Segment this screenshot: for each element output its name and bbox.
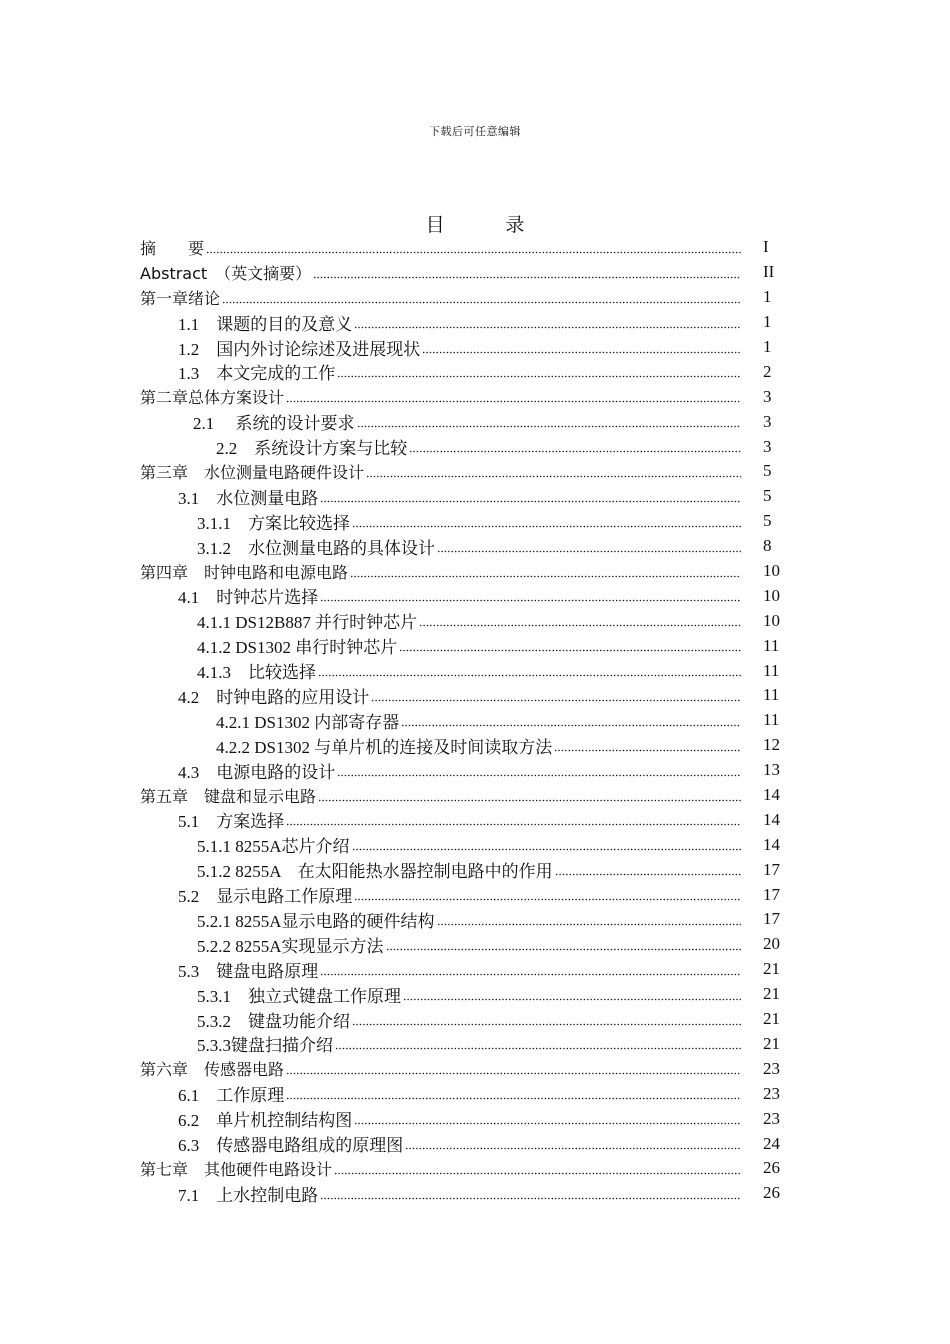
toc-entry-page: 23 <box>763 1108 780 1128</box>
dot-leader <box>554 737 741 754</box>
toc-entry-page: 14 <box>763 809 780 829</box>
toc-entry-page: 1 <box>763 337 772 356</box>
toc-entry-label: 5.3.1 独立式键盘工作原理 <box>197 986 401 1006</box>
toc-entry-page: 21 <box>763 959 780 979</box>
toc-entry-label: 6.1 工作原理 <box>178 1086 285 1106</box>
toc-entry-label: 5.2.2 8255A实现显示方法 <box>197 936 384 956</box>
dot-leader <box>371 687 741 704</box>
toc-entry-page: 11 <box>763 710 780 730</box>
dot-leader <box>405 1135 741 1152</box>
dot-leader <box>419 612 741 629</box>
dot-leader <box>352 836 741 853</box>
toc-entry-label: 7.1 上水控制电路 <box>178 1185 319 1205</box>
toc-entry-label: 3.1 水位测量电路 <box>178 488 319 508</box>
page-header: 下载后可任意编辑 <box>429 126 521 138</box>
toc-entry-page: 3 <box>763 436 772 456</box>
toc-entry-page: 21 <box>763 984 780 1004</box>
toc-entry[interactable] <box>140 807 803 832</box>
dot-leader <box>409 438 741 455</box>
toc-entry-page: 26 <box>763 1158 780 1178</box>
toc-entry-label: 4.1.2 DS1302 串行时钟芯片 <box>197 638 398 658</box>
toc-entry[interactable] <box>140 633 803 658</box>
toc-entry-label: 5.2.1 8255A显示电路的硬件结构 <box>197 912 435 931</box>
toc-entry[interactable] <box>140 559 803 584</box>
toc-entry-page: 21 <box>763 1009 780 1029</box>
toc-entry[interactable] <box>140 1032 803 1057</box>
toc-title-char-1: 目 <box>425 215 445 236</box>
toc-entry-label: 5.1.2 8255A 在太阳能热水器控制电路中的作用 <box>197 862 553 882</box>
toc-entry[interactable] <box>140 359 803 384</box>
toc-entry[interactable] <box>140 932 803 957</box>
toc-entry-page: 5 <box>763 486 772 506</box>
toc-entry-page: 2 <box>763 361 772 381</box>
toc-entry[interactable] <box>140 1056 803 1081</box>
toc-entry-page: 14 <box>763 785 780 805</box>
toc-entry[interactable] <box>140 260 803 285</box>
toc-entry-page: 5 <box>763 511 772 531</box>
toc-entry[interactable] <box>140 708 803 733</box>
toc-entry-page: 1 <box>763 312 772 332</box>
toc-entry-page: 8 <box>763 536 772 556</box>
toc-entry-label: 第四章 时钟电路和电源电路 <box>140 562 349 582</box>
dot-leader <box>286 811 741 828</box>
toc-entry-page: I <box>763 237 769 257</box>
toc-entry[interactable] <box>140 1156 803 1181</box>
dot-leader <box>286 1085 741 1102</box>
toc-entry-label: 4.2.1 DS1302 内部寄存器 <box>216 712 400 732</box>
toc-entry-label: 5.3.2 键盘功能介绍 <box>197 1011 350 1031</box>
toc-entry-label: 3.1.2 水位测量电路的具体设计 <box>197 538 435 558</box>
toc-entry[interactable] <box>140 484 803 509</box>
toc-entry[interactable] <box>140 683 803 708</box>
toc-entry-page: 3 <box>763 411 772 431</box>
dot-leader <box>206 239 741 256</box>
toc-entry[interactable] <box>140 982 803 1007</box>
toc-entry[interactable] <box>140 1106 803 1131</box>
dot-leader <box>354 314 741 331</box>
toc-entry[interactable] <box>140 1131 803 1156</box>
dot-leader <box>437 911 741 928</box>
toc-entry[interactable] <box>140 733 803 758</box>
toc-entry[interactable] <box>140 285 803 310</box>
toc-entry-label: 4.2.2 DS1302 与单片机的连接及时间读取方法 <box>216 737 553 757</box>
toc-entry-page: 1 <box>763 287 772 307</box>
dot-leader <box>337 762 741 779</box>
toc-entry[interactable] <box>140 509 803 534</box>
toc-entry[interactable] <box>140 608 803 633</box>
toc-entry-label: 4.1.3 比较选择 <box>197 663 316 683</box>
toc-entry[interactable] <box>140 857 803 882</box>
toc-entry[interactable] <box>140 583 803 608</box>
dot-leader <box>320 961 741 978</box>
toc-entry-label: 第五章 键盘和显示电路 <box>140 786 317 806</box>
toc-entry[interactable] <box>140 384 803 409</box>
dot-leader <box>357 413 742 430</box>
dot-leader <box>354 886 741 903</box>
dot-leader <box>286 388 741 405</box>
dot-leader <box>366 463 741 480</box>
dot-leader <box>334 1160 741 1177</box>
toc-entry-label: 2.1 系统的设计要求 <box>193 414 355 434</box>
dot-leader <box>422 339 741 356</box>
dot-leader <box>320 1185 741 1202</box>
toc-entry-label: 5.1 方案选择 <box>178 812 285 832</box>
toc-entry-label: 2.2 系统设计方案与比较 <box>216 439 408 459</box>
dot-leader <box>386 936 741 953</box>
toc-entry-page: 14 <box>763 834 780 854</box>
toc-entry-page: 10 <box>763 561 780 581</box>
dot-leader <box>313 264 741 281</box>
toc-entry-label: 5.3.3键盘扫描介绍 <box>197 1036 333 1056</box>
toc-entry-page: II <box>763 262 775 282</box>
toc-entry-page: 17 <box>763 884 780 904</box>
toc-entry-page: 17 <box>763 859 780 879</box>
dot-leader <box>286 1060 741 1077</box>
toc-entry[interactable] <box>140 310 803 335</box>
toc-entry-label: 第三章 水位测量电路硬件设计 <box>140 462 365 482</box>
toc-entry-page: 10 <box>763 610 780 630</box>
table-of-contents <box>140 235 803 1206</box>
dot-leader <box>401 712 741 729</box>
toc-entry[interactable] <box>140 783 803 808</box>
dot-leader <box>352 1011 741 1028</box>
dot-leader <box>403 986 741 1003</box>
toc-entry-label: 4.3 电源电路的设计 <box>178 762 336 782</box>
toc-entry-label: 4.2 时钟电路的应用设计 <box>178 687 370 707</box>
toc-entry-label: 第二章总体方案设计 <box>140 388 285 408</box>
toc-entry-label: 4.1 时钟芯片选择 <box>178 588 319 608</box>
toc-entry-label: 1.1 课题的目的及意义 <box>178 314 353 334</box>
toc-entry[interactable] <box>140 335 803 360</box>
toc-entry[interactable] <box>140 1081 803 1106</box>
toc-entry-label: 3.1.1 方案比较选择 <box>197 513 350 533</box>
toc-entry-page: 21 <box>763 1033 780 1053</box>
toc-entry-label: 5.1.1 8255A芯片介绍 <box>197 837 350 857</box>
toc-entry[interactable] <box>140 907 803 932</box>
toc-entry[interactable] <box>140 434 803 459</box>
toc-entry-label: 4.1.1 DS12B887 并行时钟芯片 <box>197 613 418 633</box>
dot-leader <box>555 861 741 878</box>
toc-entry[interactable] <box>140 409 803 434</box>
dot-leader <box>337 363 741 380</box>
toc-entry-page: 23 <box>763 1083 780 1103</box>
toc-entry[interactable] <box>140 957 803 982</box>
toc-entry-label: 1.3 本文完成的工作 <box>178 364 336 384</box>
toc-entry[interactable] <box>140 235 803 260</box>
toc-title <box>0 210 950 237</box>
toc-entry[interactable] <box>140 832 803 857</box>
toc-entry[interactable] <box>140 658 803 683</box>
dot-leader <box>350 563 741 580</box>
dot-leader <box>318 787 741 804</box>
toc-entry-label: 第一章绪论 <box>140 288 221 308</box>
toc-entry[interactable] <box>140 534 803 559</box>
toc-entry-page: 5 <box>763 461 772 481</box>
toc-entry-page: 12 <box>763 735 780 755</box>
dot-leader <box>335 1035 741 1052</box>
toc-entry-label: 第六章 传感器电路 <box>140 1060 285 1080</box>
toc-entry[interactable] <box>140 758 803 783</box>
toc-entry-page: 17 <box>763 909 780 929</box>
dot-leader <box>222 289 741 306</box>
toc-entry[interactable] <box>140 459 803 484</box>
dot-leader <box>320 587 741 604</box>
toc-entry-page: 13 <box>763 760 780 780</box>
toc-entry-page: 10 <box>763 585 780 605</box>
toc-entry-page: 20 <box>763 934 780 954</box>
toc-entry-page: 26 <box>763 1183 780 1203</box>
toc-entry[interactable] <box>140 1181 803 1206</box>
toc-entry-label: 5.3 键盘电路原理 <box>178 961 319 981</box>
dot-leader <box>320 488 741 505</box>
toc-entry[interactable] <box>140 882 803 907</box>
toc-title-char-2: 录 <box>505 215 525 236</box>
toc-entry-page: 3 <box>763 386 772 406</box>
toc-entry-page: 11 <box>763 635 780 655</box>
toc-entry-label: 摘 要 <box>140 238 205 258</box>
dot-leader <box>354 1110 741 1127</box>
toc-entry-page: 23 <box>763 1058 780 1078</box>
toc-entry-label: 5.2 显示电路工作原理 <box>178 887 353 907</box>
dot-leader <box>437 538 741 555</box>
toc-entry-label: 第七章 其他硬件电路设计 <box>140 1159 333 1179</box>
dot-leader <box>352 513 741 530</box>
toc-entry-label: Abstract （英文摘要） <box>140 263 312 283</box>
dot-leader <box>399 637 741 654</box>
toc-entry[interactable] <box>140 1007 803 1032</box>
toc-entry-label: 6.3 传感器电路组成的原理图 <box>178 1136 404 1156</box>
dot-leader <box>318 662 741 679</box>
toc-entry-label: 1.2 国内外讨论综述及进展现状 <box>178 339 421 359</box>
toc-entry-page: 24 <box>763 1133 780 1153</box>
toc-entry-page: 11 <box>763 685 780 705</box>
toc-entry-label: 6.2 单片机控制结构图 <box>178 1111 353 1131</box>
toc-entry-page: 11 <box>763 660 780 680</box>
